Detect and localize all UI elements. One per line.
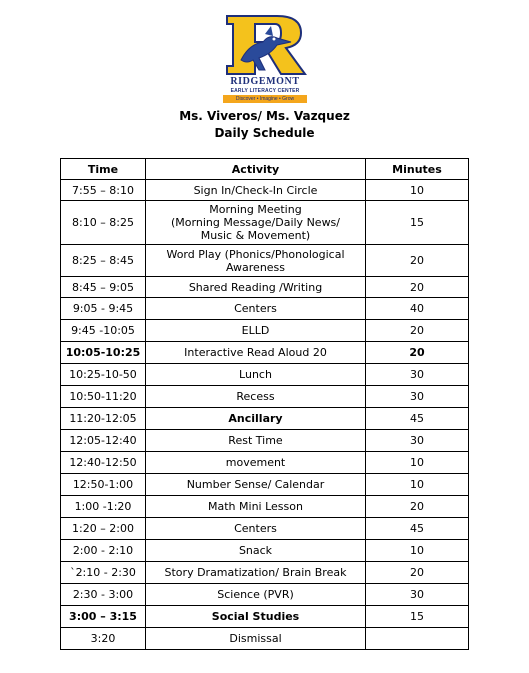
minutes-cell: 10 [366, 180, 469, 201]
time-cell: 2:00 - 2:10 [61, 540, 146, 562]
table-row [61, 430, 469, 452]
minutes-cell: 10 [366, 540, 469, 562]
activity-cell: Morning Meeting (Morning Message/Daily News/ Music & Movement) [146, 201, 366, 245]
table-row [61, 540, 469, 562]
logo-subtitle: EARLY LITERACY CENTER [230, 88, 300, 94]
table-row [61, 562, 469, 584]
minutes-cell: 10 [366, 474, 469, 496]
time-cell: 1:00 -1:20 [61, 496, 146, 518]
column-header-minutes: Minutes [366, 159, 469, 180]
table-row [61, 474, 469, 496]
table-row [61, 628, 469, 650]
time-cell: 12:50-1:00 [61, 474, 146, 496]
minutes-cell: 30 [366, 584, 469, 606]
time-cell: 10:05-10:25 [61, 342, 146, 364]
time-cell: 8:45 – 9:05 [61, 277, 146, 298]
table-row [61, 277, 469, 298]
page-title: Ms. Viveros/ Ms. Vazquez [179, 109, 350, 123]
activity-cell: Ancillary [146, 408, 366, 430]
table-row [61, 518, 469, 540]
table-row [61, 584, 469, 606]
minutes-cell: 20 [366, 320, 469, 342]
activity-cell: Story Dramatization/ Brain Break [146, 562, 366, 584]
schedule-table [60, 158, 469, 650]
activity-cell: Rest Time [146, 430, 366, 452]
minutes-cell: 45 [366, 408, 469, 430]
minutes-cell: 20 [366, 496, 469, 518]
activity-cell: Dismissal [146, 628, 366, 650]
minutes-cell: 20 [366, 342, 469, 364]
time-cell: 9:45 -10:05 [61, 320, 146, 342]
table-header-row [61, 159, 469, 180]
activity-cell: Centers [146, 298, 366, 320]
minutes-cell: 45 [366, 518, 469, 540]
logo-tagline: Discover • Imagine • Grow [223, 95, 307, 103]
minutes-cell: 20 [366, 277, 469, 298]
time-cell: 3:00 – 3:15 [61, 606, 146, 628]
time-cell: 11:20-12:05 [61, 408, 146, 430]
minutes-cell: 40 [366, 298, 469, 320]
minutes-cell: 20 [366, 245, 469, 277]
time-cell: 1:20 – 2:00 [61, 518, 146, 540]
activity-cell: Sign In/Check-In Circle [146, 180, 366, 201]
time-cell: 8:25 – 8:45 [61, 245, 146, 277]
activity-cell: Math Mini Lesson [146, 496, 366, 518]
activity-cell: Science (PVR) [146, 584, 366, 606]
column-header-time: Time [61, 159, 146, 180]
table-row [61, 496, 469, 518]
time-cell: `2:10 - 2:30 [61, 562, 146, 584]
activity-cell: Social Studies [146, 606, 366, 628]
time-cell: 10:25-10-50 [61, 364, 146, 386]
time-cell: 10:50-11:20 [61, 386, 146, 408]
minutes-cell: 15 [366, 201, 469, 245]
activity-cell: Recess [146, 386, 366, 408]
time-cell: 7:55 – 8:10 [61, 180, 146, 201]
activity-cell: Snack [146, 540, 366, 562]
page-subtitle: Daily Schedule [214, 126, 315, 140]
table-row [61, 245, 469, 277]
table-row [61, 320, 469, 342]
time-cell: 3:20 [61, 628, 146, 650]
minutes-cell: 10 [366, 452, 469, 474]
time-cell: 8:10 – 8:25 [61, 201, 146, 245]
activity-cell: movement [146, 452, 366, 474]
minutes-cell: 30 [366, 430, 469, 452]
table-row [61, 452, 469, 474]
table-row [61, 298, 469, 320]
table-row [61, 386, 469, 408]
minutes-cell: 30 [366, 386, 469, 408]
activity-cell: Centers [146, 518, 366, 540]
table-row [61, 364, 469, 386]
time-cell: 12:40-12:50 [61, 452, 146, 474]
school-logo [219, 14, 311, 106]
logo-name: RIDGEMONT [230, 76, 300, 87]
activity-cell: ELLD [146, 320, 366, 342]
table-row [61, 180, 469, 201]
activity-cell: Shared Reading /Writing [146, 277, 366, 298]
time-cell: 9:05 - 9:45 [61, 298, 146, 320]
table-row [61, 606, 469, 628]
table-row [61, 201, 469, 245]
minutes-cell: 20 [366, 562, 469, 584]
minutes-cell: 15 [366, 606, 469, 628]
time-cell: 2:30 - 3:00 [61, 584, 146, 606]
table-row [61, 408, 469, 430]
column-header-activity: Activity [146, 159, 366, 180]
activity-cell: Word Play (Phonics/Phonological Awareness [146, 245, 366, 277]
activity-cell: Interactive Read Aloud 20 [146, 342, 366, 364]
activity-cell: Lunch [146, 364, 366, 386]
time-cell: 12:05-12:40 [61, 430, 146, 452]
minutes-cell: 30 [366, 364, 469, 386]
minutes-cell [366, 628, 469, 650]
ridgemont-roadrunner-logo-icon [219, 14, 311, 76]
table-row [61, 342, 469, 364]
activity-cell: Number Sense/ Calendar [146, 474, 366, 496]
